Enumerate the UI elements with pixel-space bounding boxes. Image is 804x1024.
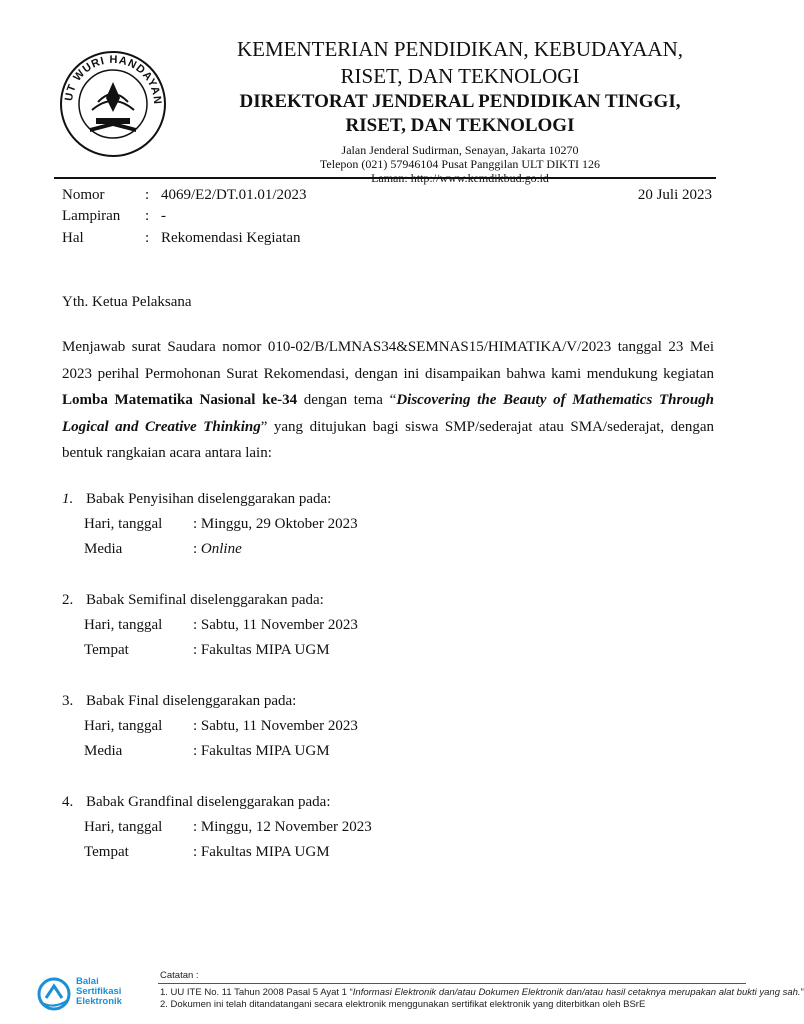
item-value: : Fakultas MIPA UGM [193,642,330,658]
directorate-line-1: DIREKTORAT JENDERAL PENDIDIKAN TINGGI, [239,91,681,112]
lampiran-label: Lampiran [62,208,121,224]
phone: Telepon (021) 57946104 Pusat Panggilan ULT DIKTI 126 [319,157,601,171]
bsre-text: Sertifikasi [76,986,122,997]
item-key: Tempat [84,642,129,658]
nomor-value: 4069/E2/DT.01.01/2023 [161,187,307,203]
item-value: : Fakultas MIPA UGM [193,844,330,860]
letterhead-divider [54,177,716,179]
body-paragraph [62,334,714,467]
item-value: : Minggu, 12 November 2023 [193,819,372,835]
item-key: Hari, tanggal [84,819,163,835]
item-heading: Babak Grandfinal diselenggarakan pada: [86,794,331,810]
item-heading: Babak Semifinal diselenggarakan pada: [86,592,324,608]
footer-note-2: 2. Dokumen ini telah ditandatangani secara elektronik menggunakan sertifikat elektronik yang diterbitkan oleh BSrE [160,999,646,1010]
item-value: : Online [193,541,242,557]
list-item [0,487,768,562]
item-number: 3. [62,693,74,709]
item-key: Hari, tanggal [84,718,163,734]
svg-text:TUT WURI HANDAYANI: UT WURI HANDAYAN [62,53,164,106]
salutation: Yth. Ketua Pelaksana [62,294,192,310]
footer-divider [158,983,746,984]
ministry-line-1: KEMENTERIAN PENDIDIKAN, KEBUDAYAAN, [236,37,684,61]
directorate-line-2: RISET, DAN TEKNOLOGI [345,115,575,136]
item-heading: Babak Penyisihan diselenggarakan pada: [86,491,332,507]
bsre-text: Balai [76,976,99,987]
footer-note-1: 1. UU ITE No. 11 Tahun 2008 Pasal 5 Ayat 1 “Informasi Elektronik dan/atau Dokumen Elektronik dan/atau hasil cetaknya merupakan alat bukti yang sah.” [160,987,804,998]
hal-label: Hal [62,230,84,246]
item-value: : Fakultas MIPA UGM [193,743,330,759]
colon: : [145,208,150,224]
list-item [0,790,768,865]
nomor-label: Nomor [62,187,105,203]
address: Jalan Jenderal Sudirman, Senayan, Jakarta 10270 [341,143,579,157]
item-key: Tempat [84,844,129,860]
ministry-line-2: RISET, DAN TEKNOLOGI [340,64,580,88]
item-value: : Sabtu, 11 November 2023 [193,718,358,734]
item-number: 2. [62,592,74,608]
item-heading: Babak Final diselenggarakan pada: [86,693,297,709]
lampiran-value: - [161,208,166,224]
item-key: Media [84,743,123,759]
letter-date: 20 Juli 2023 [637,187,712,203]
ministry-name [170,36,750,185]
hal-value: Rekomendasi Kegiatan [161,230,301,246]
item-number: 4. [62,794,74,810]
item-value: : Sabtu, 11 November 2023 [193,617,358,633]
body-text-1: Menjawab surat Saudara nomor 010-02/B/LMNAS34&SEMNAS15/HIMATIKA/V/2023 tanggal 23 Mei 2023 perihal Permohonan Surat Rekomendasi, dengan ini disampaikan bahwa kami mendukung kegiatan [62,339,714,382]
body-text-2: dengan tema “ [297,392,397,408]
item-key: Media [84,541,123,557]
item-number: 1. [62,491,74,507]
tut-wuri-handayani-logo [58,42,168,162]
colon: : [145,187,150,203]
event-name: Lomba Matematika Nasional ke-34 [62,392,298,408]
item-value: : Minggu, 29 Oktober 2023 [193,516,358,532]
item-key: Hari, tanggal [84,617,163,633]
list-item [0,588,768,663]
body-text-3: ” yang ditujukan bagi siswa SMP/sederajat atau SMA/sederajat, dengan bentuk rangkaian acara antara lain: [62,418,714,461]
list-item [0,689,768,764]
event-theme: Discovering the Beauty of Mathematics Through Logical and Creative Thinking [62,392,715,435]
bsre-text: Elektronik [76,996,122,1007]
item-key: Hari, tanggal [84,516,163,532]
bsre-logo [36,972,156,1014]
colon: : [145,230,150,246]
catatan-label: Catatan : [160,970,199,981]
